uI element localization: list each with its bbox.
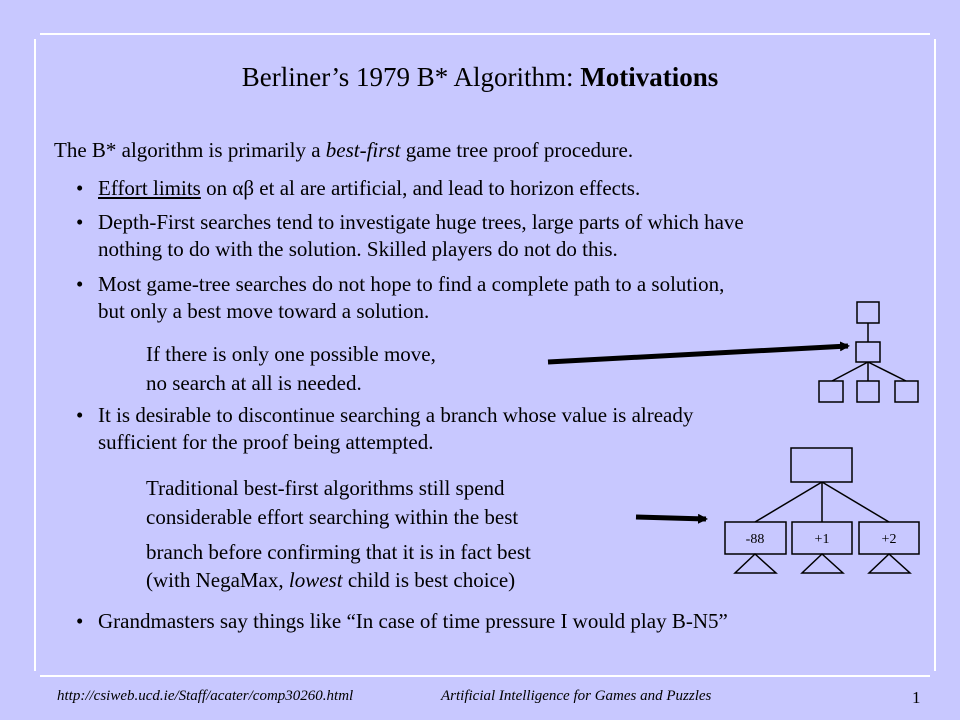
tree-1-child-1 xyxy=(819,381,843,402)
note-1-line-2: no search at all is needed. xyxy=(146,371,362,395)
title-bold: Motivations xyxy=(580,62,719,92)
bullet-2-line-2: nothing to do with the solution. Skilled players do not do this. xyxy=(98,237,618,261)
bullet-1-marker: • xyxy=(76,176,84,200)
intro-italic: best-first xyxy=(325,138,401,162)
arrow-to-tree-2 xyxy=(636,517,706,519)
bullet-5: Grandmasters say things like “In case of time pressure I would play B-N5” xyxy=(98,609,728,633)
note-2-line-1: Traditional best-first algorithms still spend xyxy=(146,476,505,500)
tree-1-root xyxy=(857,302,879,323)
bullet-1-rest: et al are artificial, and lead to horizon effects. xyxy=(259,176,641,200)
page-number: 1 xyxy=(912,688,921,707)
bullet-5-marker: • xyxy=(76,609,84,633)
bullet-3-line-2: but only a best move toward a solution. xyxy=(98,299,430,323)
single-move-tree xyxy=(819,302,918,402)
bullet-4-line-1: It is desirable to discontinue searching a branch whose value is already xyxy=(98,403,694,427)
subtree-triangle-1 xyxy=(735,554,776,573)
arrow-to-tree-1 xyxy=(548,346,848,362)
footer-url: http://csiweb.ucd.ie/Staff/acater/comp30260.html xyxy=(57,688,354,704)
subtree-triangle-3 xyxy=(869,554,910,573)
bullet-3-marker: • xyxy=(76,272,84,296)
bullet-1-underlined: Effort limits xyxy=(98,176,201,200)
alpha-beta-symbol: αβ xyxy=(232,176,255,200)
note-2-line-2: considerable effort searching within the best xyxy=(146,505,519,529)
bullet-4-line-2: sufficient for the proof being attempted. xyxy=(98,430,434,454)
title-text: Berliner’s 1979 B* Algorithm: xyxy=(241,62,574,92)
intro-text: The B* algorithm is primarily a xyxy=(54,138,321,162)
tree-2-root xyxy=(791,448,852,482)
bullet-2-marker: • xyxy=(76,210,84,234)
bullet-1-mid: on xyxy=(206,176,228,200)
tree-2-label-2: +1 xyxy=(814,532,830,547)
tree-2-label-3: +2 xyxy=(881,532,897,547)
intro-end: game tree proof procedure. xyxy=(405,138,634,162)
note-1-line-1: If there is only one possible move, xyxy=(146,342,436,366)
tree-1-child-3 xyxy=(895,381,918,402)
bullet-2-line-1: Depth-First searches tend to investigate huge trees, large parts of which have xyxy=(98,210,744,234)
bullet-3-line-1: Most game-tree searches do not hope to find a complete path to a solution, xyxy=(98,272,725,296)
tree-1-child-2 xyxy=(857,381,879,402)
note-2-line-3: branch before confirming that it is in fact best xyxy=(146,540,531,564)
tree-1-move xyxy=(856,342,880,362)
note-2-line-4-italic: lowest xyxy=(288,568,343,592)
note-2-line-4-b: child is best choice) xyxy=(347,568,516,592)
tree-2-label-1: -88 xyxy=(745,532,765,547)
bullet-4-marker: • xyxy=(76,403,84,427)
best-first-tree xyxy=(725,448,919,573)
footer-course: Artificial Intelligence for Games and Puzzles xyxy=(441,688,712,704)
note-2-line-4-a: (with NegaMax, xyxy=(146,568,284,592)
subtree-triangle-2 xyxy=(802,554,843,573)
